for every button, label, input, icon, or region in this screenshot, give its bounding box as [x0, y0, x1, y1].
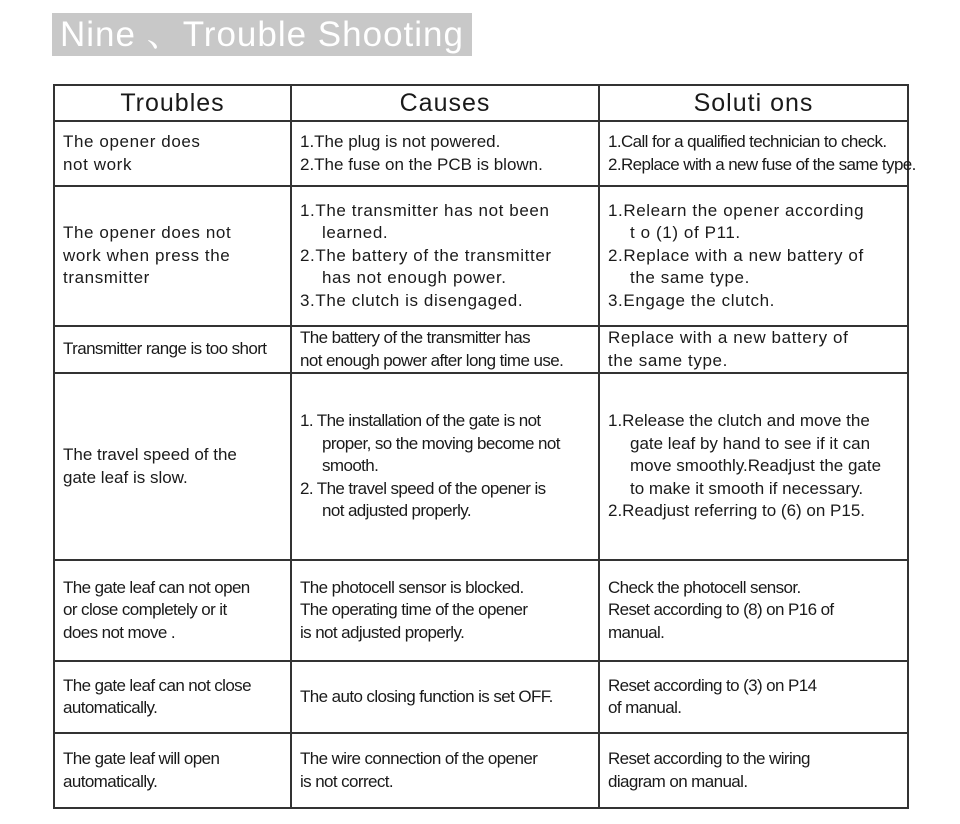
causes-line: The photocell sensor is blocked. [300, 577, 524, 597]
trouble-line: automatically. [63, 698, 158, 717]
solutions-line: 2.Replace with a new battery of [608, 245, 864, 265]
trouble-line: The opener does not [63, 223, 232, 243]
causes-line: 1.The plug is not powered. [300, 132, 501, 151]
causes-cell [291, 326, 599, 373]
table-row [54, 186, 908, 326]
trouble-cell [54, 661, 291, 733]
causes-line: proper, so the moving become not [322, 433, 560, 453]
causes-line: 1.The transmitter has not been [300, 200, 550, 220]
causes-line: 1. The installation of the gate is not [300, 411, 541, 431]
table-row [54, 373, 908, 560]
solutions-line: 1.Release the clutch and move the [608, 411, 870, 431]
solutions-line: gate leaf by hand to see if it can [630, 433, 871, 453]
causes-line: The operating time of the opener [300, 600, 528, 620]
solutions-cell [599, 186, 908, 326]
causes-line: is not correct. [300, 771, 394, 791]
table-row [54, 121, 908, 186]
table-header-row [54, 85, 908, 121]
solutions-line: Check the photocell sensor. [608, 577, 801, 597]
causes-line: 2.The battery of the transmitter [300, 245, 552, 265]
solutions-line: manual. [608, 622, 665, 642]
solutions-line: 2.Readjust referring to (6) on P15. [608, 501, 866, 521]
solutions-line: 1.Call for a qualified technician to check. [608, 132, 887, 151]
causes-cell [291, 186, 599, 326]
causes-line: The battery of the transmitter has [300, 328, 530, 347]
solutions-line: move smoothly.Readjust the gate [630, 456, 882, 476]
causes-line: has not enough power. [322, 268, 507, 288]
causes-cell [291, 121, 599, 186]
trouble-line: not work [63, 154, 133, 174]
causes-line: The auto closing function is set OFF. [300, 686, 553, 706]
trouble-line: The gate leaf will open [63, 749, 220, 768]
trouble-line: transmitter [63, 268, 150, 288]
trouble-cell [54, 560, 291, 661]
solutions-line: 2.Replace with a new fuse of the same type. [608, 154, 916, 174]
solutions-line: 3.Engage the clutch. [608, 290, 776, 310]
trouble-cell [54, 186, 291, 326]
trouble-line: gate leaf is slow. [63, 467, 188, 487]
solutions-cell [599, 121, 916, 186]
solutions-line: Replace with a new battery of [608, 328, 849, 347]
causes-cell [291, 373, 599, 560]
trouble-cell [54, 733, 291, 808]
solutions-line: t o (1) of P11. [630, 223, 741, 243]
solutions-line: Reset according to the wiring [608, 749, 810, 768]
table-row [54, 733, 908, 808]
solutions-line: Reset according to (3) on P14 [608, 675, 817, 695]
trouble-shooting-table [53, 84, 916, 809]
trouble-cell [54, 121, 291, 186]
causes-line: not enough power after long time use. [300, 350, 564, 370]
causes-cell [291, 661, 599, 733]
trouble-line: work when press the [63, 245, 231, 265]
solutions-line: of manual. [608, 698, 682, 717]
causes-cell [291, 733, 599, 808]
trouble-line: The travel speed of the [63, 445, 237, 464]
trouble-line: The opener does [63, 132, 201, 151]
solutions-line: 1.Relearn the opener according [608, 200, 865, 220]
trouble-cell [54, 373, 291, 560]
causes-line: 3.The clutch is disengaged. [300, 290, 524, 310]
table-row [54, 326, 908, 373]
solutions-cell [599, 661, 908, 733]
header-troubles: Troubles [54, 85, 291, 121]
header-causes: Causes [291, 85, 599, 121]
causes-line: 2.The fuse on the PCB is blown. [300, 154, 543, 174]
solutions-line: the same type. [608, 350, 728, 370]
section-title: Nine 、Trouble Shooting [52, 13, 472, 56]
trouble-cell [54, 326, 291, 373]
trouble-line: or close completely or it [63, 600, 227, 620]
solutions-line: the same type. [630, 268, 750, 288]
causes-line: is not adjusted properly. [300, 622, 465, 642]
solutions-line: Reset according to (8) on P16 of [608, 600, 834, 620]
trouble-line: Transmitter range is too short [63, 339, 267, 359]
solutions-cell [599, 373, 908, 560]
solutions-cell [599, 733, 908, 808]
trouble-line: The gate leaf can not open [63, 577, 250, 597]
causes-line: 2. The travel speed of the opener is [300, 478, 546, 498]
causes-line: smooth. [322, 456, 379, 476]
causes-line: not adjusted properly. [322, 501, 472, 521]
trouble-line: automatically. [63, 771, 158, 791]
causes-line: The wire connection of the opener [300, 749, 538, 768]
trouble-line: does not move . [63, 622, 175, 642]
causes-cell [291, 560, 599, 661]
solutions-line: diagram on manual. [608, 771, 748, 791]
causes-line: learned. [322, 223, 389, 243]
table-row [54, 661, 908, 733]
solutions-cell [599, 560, 908, 661]
header-solutions: Soluti ons [599, 85, 908, 121]
solutions-cell [599, 326, 908, 373]
solutions-line: to make it smooth if necessary. [630, 478, 864, 498]
table-row [54, 560, 908, 661]
trouble-line: The gate leaf can not close [63, 675, 251, 695]
